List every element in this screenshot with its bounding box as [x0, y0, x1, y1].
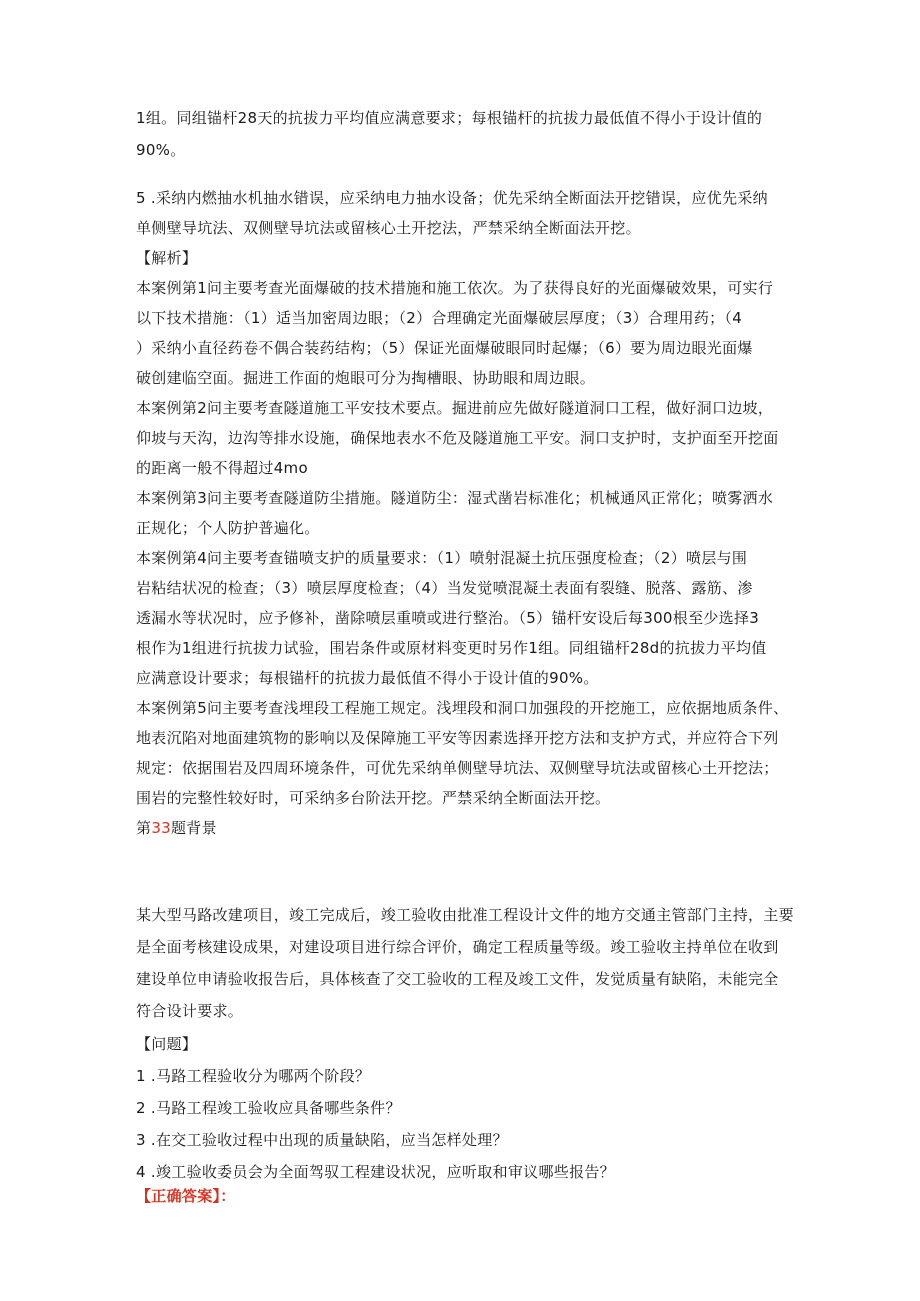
text-line: 本案例第2问主要考查隧道施工平安技术要点。掘进前应先做好隧道洞口工程，做好洞口边坡， — [136, 399, 774, 417]
text-line: 仰坡与天沟，边沟等排水设施，确保地表水不危及隧道施工平安。洞口支护时，支护面至开挖面 — [136, 429, 779, 447]
question-number: 33 — [151, 819, 171, 837]
question-item: 2 .马路工程竣工验收应具备哪些条件？ — [136, 1099, 401, 1117]
question-33-heading: 第33题背景 — [136, 819, 217, 837]
question-item: 1 .马路工程验收分为哪两个阶段？ — [136, 1067, 371, 1085]
question-item: 3 .在交工验收过程中出现的质量缺陷，应当怎样处理？ — [136, 1131, 508, 1149]
text-line: 90%。 — [136, 141, 186, 159]
text-line: 本案例第4问主要考查锚喷支护的质量要求：（1）喷射混凝土抗压强度检查；（2）喷层与围 — [136, 549, 748, 567]
text-line: 本案例第5问主要考查浅埋段工程施工规定。浅埋段和洞口加强段的开挖施工，应依据地质条件、 — [136, 699, 789, 717]
answer-item-5 — [136, 183, 796, 243]
text-line: 1组。同组锚杆28天的抗拔力平均值应满意要求；每根锚杆的抗拔力最低值不得小于设计值的 — [136, 109, 763, 127]
text-line: 符合设计要求。 — [136, 1002, 244, 1020]
question-item: 4 .竣工验收委员会为全面驾驭工程建设状况，应听取和审议哪些报告？ — [136, 1163, 615, 1181]
text-line: 单侧壁导坑法、双侧壁导坑法或留核心土开挖法，严禁采纳全断面法开挖。 — [136, 219, 641, 237]
answer-heading: 【正确答案】： — [136, 1187, 236, 1205]
analysis-heading: 【解析】 — [136, 249, 198, 267]
text-line: 正规化；个人防护普遍化。 — [136, 519, 320, 537]
analysis-section — [136, 243, 796, 843]
text-line: 岩粘结状况的检查；（3）喷层厚度检查；（4）当发觉喷混凝土表面有裂缝、脱落、露筋、渗 — [136, 579, 753, 597]
text-line: 5 .采纳内燃抽水机抽水错误，应采纳电力抽水设备；优先采纳全断面法开挖错误，应优先采纳 — [136, 189, 768, 207]
text-line: 本案例第1问主要考查光面爆破的技术措施和施工依次。为了获得良好的光面爆破效果，可实行 — [136, 279, 774, 297]
question-heading: 【问题】 — [136, 1035, 198, 1053]
text-line: 地表沉陷对地面建筑物的影响以及保障施工平安等因素选择开挖方法和支护方式，并应符合下列 — [136, 729, 779, 747]
text-line: 以下技术措施：（1）适当加密周边眼；（2）合理确定光面爆破层厚度；（3）合理用药；（4 — [136, 309, 743, 327]
text-line: 本案例第3问主要考查隧道防尘措施。隧道防尘：湿式凿岩标准化；机械通风正常化；喷雾洒水 — [136, 489, 774, 507]
text-line: 围岩的完整性较好时，可采纳多台阶法开挖。严禁采纳全断面法开挖。 — [136, 789, 611, 807]
text-line: 建设单位申请验收报告后，具体核查了交工验收的工程及竣工文件，发觉质量有缺陷，未能完全 — [136, 970, 779, 988]
background-section — [136, 899, 796, 1027]
text-line: 某大型马路改建项目，竣工完成后，竣工验收由批准工程设计文件的地方交通主管部门主持，主要 — [136, 906, 794, 924]
text-line: 的距离一般不得超过4mo — [136, 459, 308, 477]
questions-section — [136, 1028, 796, 1156]
text-line: 规定：依据围岩及四周环境条件，可优先采纳单侧壁导坑法、双侧壁导坑法或留核心土开挖法； — [136, 759, 779, 777]
text-line: 透漏水等状况时，应予修补，凿除喷层重喷或进行整治。（5）锚杆安设后每300根至少选择3 — [136, 609, 760, 627]
question-4-block — [136, 1160, 796, 1208]
answer-continuation — [136, 102, 796, 166]
text-line: ）采纳小直径药卷不偶合装药结构；（5）保证光面爆破眼同时起爆；（6）要为周边眼光面爆 — [136, 339, 753, 357]
text-line: 是全面考核建设成果，对建设项目进行综合评价，确定工程质量等级。竣工验收主持单位在收到 — [136, 938, 779, 956]
text-line: 破创建临空面。掘进工作面的炮眼可分为掏槽眼、协助眼和周边眼。 — [136, 369, 596, 387]
text-line: 应满意设计要求；每根锚杆的抗拔力最低值不得小于设计值的90%。 — [136, 669, 599, 687]
text-line: 根作为1组进行抗拔力试验，围岩条件或原材料变更时另作1组。同组锚杆28d的抗拔力平均值 — [136, 639, 767, 657]
